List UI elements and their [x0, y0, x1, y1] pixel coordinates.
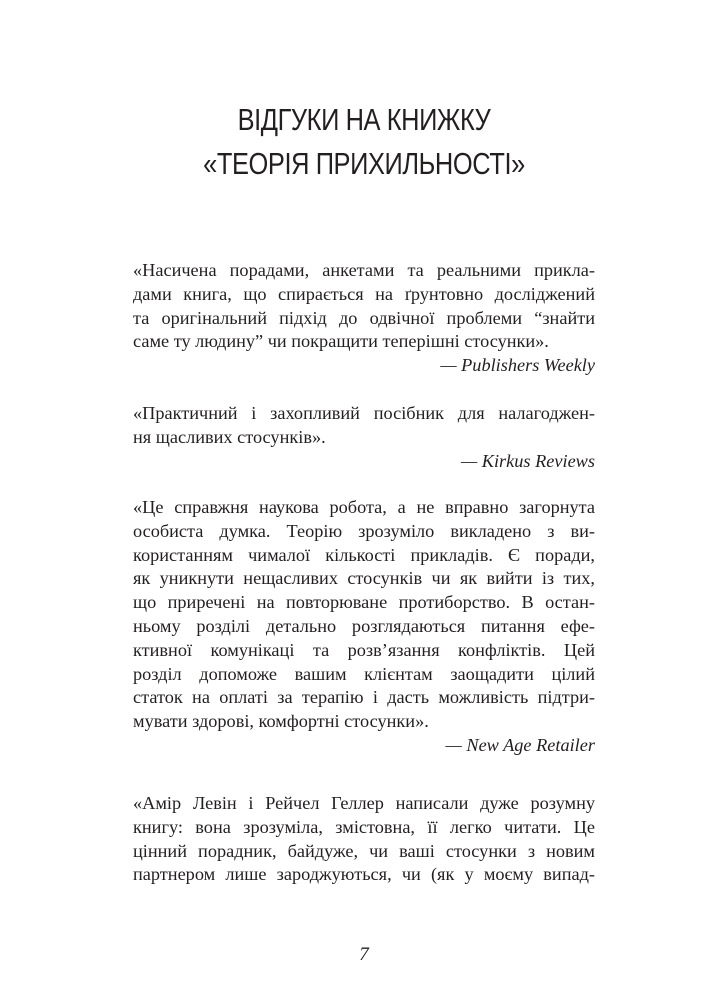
review-line: особиста думка. Теорію зрозуміло викладено з ви-	[133, 520, 595, 541]
review-line: мувати здорові, комфортні стосунки».	[133, 711, 429, 732]
review-line: розділ допоможе вашим клієнтам заощадити цілий	[133, 663, 595, 684]
page-title-line-2: «ТЕОРІЯ ПРИХИЛЬНОСТІ»	[203, 146, 525, 181]
page-number: 7	[359, 944, 369, 965]
review-source: — Kirkus Reviews	[460, 450, 595, 471]
review-line: дами книга, що спирається на ґрунтовно досліджений	[133, 283, 595, 304]
review-line: «Амір Левін і Рейчел Геллер написали дуже розумну	[133, 793, 595, 813]
review-line: партнером лише зароджуються, чи (як у моєму випад-	[133, 864, 595, 885]
review-kirkus-reviews	[133, 402, 595, 473]
review-line: «Насичена порадами, анкетами та реальними прикла-	[133, 260, 595, 280]
review-line: що приречені на повторюване протиборство. В остан-	[133, 592, 595, 613]
review-line: користанням чималої кількості прикладів. Є поради,	[133, 544, 595, 565]
review-line: «Практичний і захопливий посібник для налагоджен-	[133, 403, 595, 423]
review-levine-heller	[133, 792, 595, 887]
page-title	[66, 98, 663, 186]
review-new-age-retailer	[133, 496, 595, 758]
review-line: цінний порадник, байдуже, чи ваші стосунки з новим	[133, 840, 595, 861]
review-source: — New Age Retailer	[445, 734, 595, 755]
review-publishers-weekly	[133, 259, 595, 378]
review-line: ктивної комунікаці та розв’язання конфліктів. Цей	[133, 639, 595, 660]
review-line: «Це справжня наукова робота, а не вправно загорнута	[133, 497, 595, 517]
review-line: саме ту людину” чи покращити теперішні стосунки».	[133, 331, 549, 352]
review-line: статок на оплаті за терапію і дасть можливість підтри-	[133, 687, 595, 708]
page-title-line-1: ВІДГУКИ НА КНИЖКУ	[237, 102, 491, 137]
review-source: — Publishers Weekly	[440, 355, 595, 376]
review-line: ньому розділі детально розглядаються питання ефе-	[133, 615, 595, 636]
review-line: книгу: вона зрозуміла, змістовна, її легко читати. Це	[133, 816, 595, 837]
review-line: як уникнути нещасливих стосунків чи як вийти із тих,	[133, 568, 595, 589]
review-line: ня щасливих стосунків».	[133, 426, 326, 447]
review-line: та оригінальний підхід до одвічної проблеми “знайти	[133, 307, 595, 328]
